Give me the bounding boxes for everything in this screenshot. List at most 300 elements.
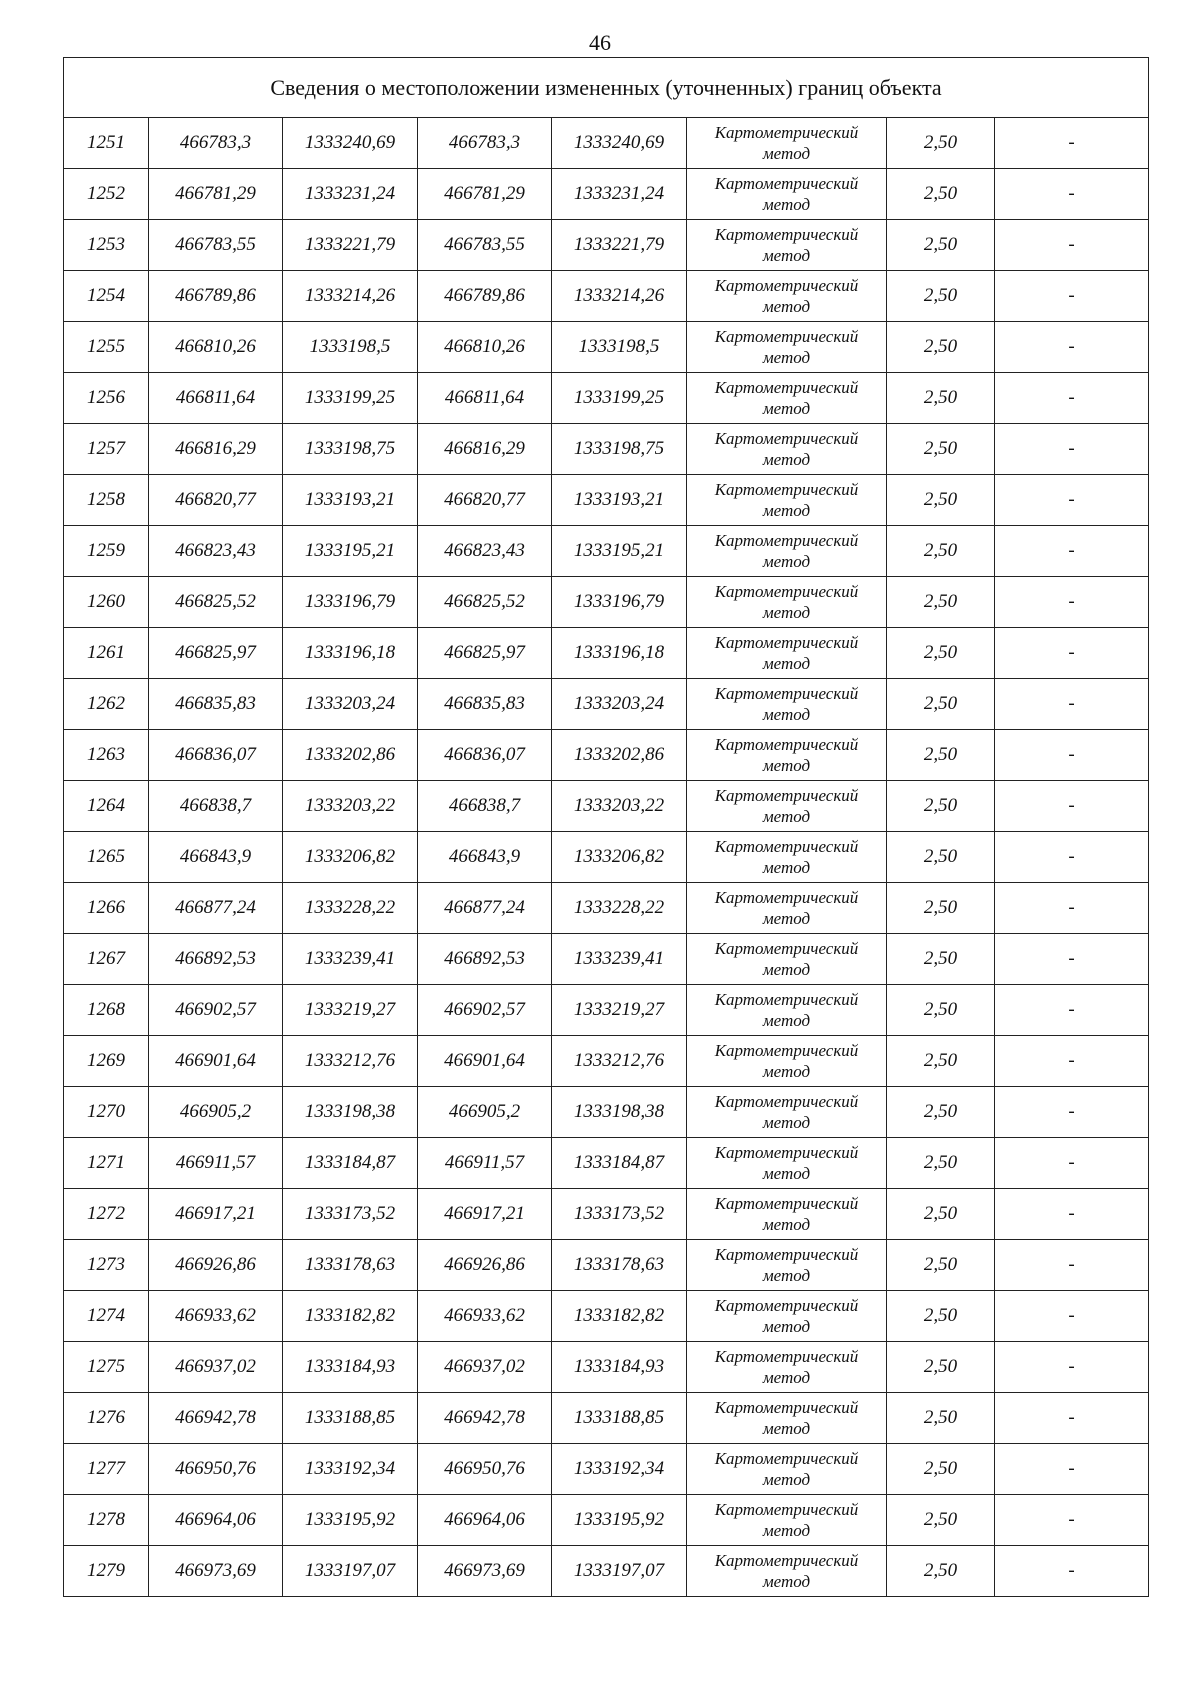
method-line-1: Картометрический: [714, 786, 859, 805]
note-cell: -: [995, 1444, 1149, 1495]
point-number-cell: 1268: [64, 985, 149, 1036]
table-row: [64, 781, 1149, 832]
method-line-1: Картометрический: [714, 1296, 859, 1315]
refined-y-cell: 1333173,52: [552, 1189, 687, 1240]
method-cell: [687, 1291, 887, 1342]
existing-x-cell: 466835,83: [149, 679, 283, 730]
table-row: [64, 373, 1149, 424]
method-line-1: Картометрический: [714, 684, 859, 703]
method-line-1: Картометрический: [714, 1092, 859, 1111]
refined-y-cell: 1333197,07: [552, 1546, 687, 1597]
refined-x-cell: 466823,43: [418, 526, 552, 577]
note-cell: -: [995, 781, 1149, 832]
method-line-2: метод: [762, 552, 811, 571]
existing-y-cell: 1333239,41: [283, 934, 418, 985]
refined-x-cell: 466783,3: [418, 118, 552, 169]
refined-x-cell: 466964,06: [418, 1495, 552, 1546]
existing-y-cell: 1333173,52: [283, 1189, 418, 1240]
point-number-cell: 1272: [64, 1189, 149, 1240]
refined-y-cell: 1333184,87: [552, 1138, 687, 1189]
note-cell: -: [995, 577, 1149, 628]
existing-y-cell: 1333240,69: [283, 118, 418, 169]
table-row: [64, 1087, 1149, 1138]
point-number-cell: 1279: [64, 1546, 149, 1597]
refined-y-cell: 1333178,63: [552, 1240, 687, 1291]
refined-y-cell: 1333212,76: [552, 1036, 687, 1087]
accuracy-cell: 2,50: [887, 1138, 995, 1189]
method-cell: [687, 985, 887, 1036]
note-cell: -: [995, 271, 1149, 322]
method-cell: [687, 475, 887, 526]
existing-y-cell: 1333202,86: [283, 730, 418, 781]
note-cell: -: [995, 424, 1149, 475]
table-row: [64, 577, 1149, 628]
existing-x-cell: 466825,52: [149, 577, 283, 628]
refined-x-cell: 466843,9: [418, 832, 552, 883]
existing-y-cell: 1333228,22: [283, 883, 418, 934]
existing-y-cell: 1333184,93: [283, 1342, 418, 1393]
method-line-1: Картометрический: [714, 123, 859, 142]
table-row: [64, 985, 1149, 1036]
refined-x-cell: 466901,64: [418, 1036, 552, 1087]
refined-y-cell: 1333193,21: [552, 475, 687, 526]
refined-x-cell: 466810,26: [418, 322, 552, 373]
method-line-1: Картометрический: [714, 1143, 859, 1162]
method-line-2: метод: [762, 1011, 811, 1030]
existing-x-cell: 466877,24: [149, 883, 283, 934]
point-number-cell: 1263: [64, 730, 149, 781]
method-line-2: метод: [762, 1470, 811, 1489]
accuracy-cell: 2,50: [887, 628, 995, 679]
refined-y-cell: 1333206,82: [552, 832, 687, 883]
accuracy-cell: 2,50: [887, 883, 995, 934]
note-cell: -: [995, 883, 1149, 934]
note-cell: -: [995, 169, 1149, 220]
existing-y-cell: 1333197,07: [283, 1546, 418, 1597]
point-number-cell: 1267: [64, 934, 149, 985]
method-line-2: метод: [762, 909, 811, 928]
existing-x-cell: 466836,07: [149, 730, 283, 781]
note-cell: -: [995, 679, 1149, 730]
accuracy-cell: 2,50: [887, 781, 995, 832]
existing-x-cell: 466973,69: [149, 1546, 283, 1597]
page-number: 46: [589, 30, 611, 55]
table-title: Сведения о местоположении измененных (уточненных) границ объекта: [64, 58, 1149, 118]
existing-x-cell: 466823,43: [149, 526, 283, 577]
method-line-2: метод: [762, 1317, 811, 1336]
method-cell: [687, 1087, 887, 1138]
table-row: [64, 628, 1149, 679]
table-row: [64, 220, 1149, 271]
method-cell: [687, 118, 887, 169]
method-line-2: метод: [762, 246, 811, 265]
accuracy-cell: 2,50: [887, 1393, 995, 1444]
table-row: [64, 424, 1149, 475]
table-row: [64, 1240, 1149, 1291]
accuracy-cell: 2,50: [887, 985, 995, 1036]
coordinates-table: [63, 57, 1149, 1597]
table-title-row: [64, 58, 1149, 118]
method-line-2: метод: [762, 1164, 811, 1183]
table-body: [64, 58, 1149, 1597]
note-cell: -: [995, 1240, 1149, 1291]
accuracy-cell: 2,50: [887, 118, 995, 169]
existing-y-cell: 1333221,79: [283, 220, 418, 271]
accuracy-cell: 2,50: [887, 1036, 995, 1087]
method-line-2: метод: [762, 501, 811, 520]
method-cell: [687, 1495, 887, 1546]
method-line-1: Картометрический: [714, 1041, 859, 1060]
method-line-1: Картометрический: [714, 174, 859, 193]
method-line-1: Картометрический: [714, 327, 859, 346]
method-line-1: Картометрический: [714, 378, 859, 397]
method-line-2: метод: [762, 705, 811, 724]
method-line-2: метод: [762, 1215, 811, 1234]
method-line-1: Картометрический: [714, 1551, 859, 1570]
point-number-cell: 1251: [64, 118, 149, 169]
refined-x-cell: 466877,24: [418, 883, 552, 934]
method-line-2: метод: [762, 399, 811, 418]
note-cell: -: [995, 1393, 1149, 1444]
method-line-1: Картометрический: [714, 429, 859, 448]
table-row: [64, 322, 1149, 373]
existing-y-cell: 1333214,26: [283, 271, 418, 322]
refined-x-cell: 466816,29: [418, 424, 552, 475]
existing-y-cell: 1333203,22: [283, 781, 418, 832]
method-cell: [687, 934, 887, 985]
refined-y-cell: 1333192,34: [552, 1444, 687, 1495]
refined-y-cell: 1333188,85: [552, 1393, 687, 1444]
accuracy-cell: 2,50: [887, 1546, 995, 1597]
table-row: [64, 1495, 1149, 1546]
point-number-cell: 1264: [64, 781, 149, 832]
table-row: [64, 1189, 1149, 1240]
accuracy-cell: 2,50: [887, 1291, 995, 1342]
method-cell: [687, 271, 887, 322]
existing-x-cell: 466964,06: [149, 1495, 283, 1546]
refined-x-cell: 466950,76: [418, 1444, 552, 1495]
method-line-2: метод: [762, 756, 811, 775]
method-cell: [687, 1189, 887, 1240]
method-line-2: метод: [762, 348, 811, 367]
method-line-1: Картометрический: [714, 888, 859, 907]
method-line-2: метод: [762, 1062, 811, 1081]
refined-x-cell: 466933,62: [418, 1291, 552, 1342]
point-number-cell: 1254: [64, 271, 149, 322]
accuracy-cell: 2,50: [887, 424, 995, 475]
note-cell: -: [995, 1087, 1149, 1138]
refined-y-cell: 1333203,24: [552, 679, 687, 730]
method-line-1: Картометрический: [714, 276, 859, 295]
existing-x-cell: 466789,86: [149, 271, 283, 322]
method-cell: [687, 169, 887, 220]
refined-y-cell: 1333203,22: [552, 781, 687, 832]
refined-x-cell: 466917,21: [418, 1189, 552, 1240]
existing-y-cell: 1333196,79: [283, 577, 418, 628]
method-line-1: Картометрический: [714, 1500, 859, 1519]
note-cell: -: [995, 1546, 1149, 1597]
table-row: [64, 730, 1149, 781]
accuracy-cell: 2,50: [887, 679, 995, 730]
method-line-1: Картометрический: [714, 1194, 859, 1213]
note-cell: -: [995, 526, 1149, 577]
method-line-2: метод: [762, 450, 811, 469]
note-cell: -: [995, 118, 1149, 169]
method-line-2: метод: [762, 1521, 811, 1540]
accuracy-cell: 2,50: [887, 1495, 995, 1546]
accuracy-cell: 2,50: [887, 1087, 995, 1138]
table-row: [64, 1138, 1149, 1189]
point-number-cell: 1270: [64, 1087, 149, 1138]
existing-x-cell: 466810,26: [149, 322, 283, 373]
point-number-cell: 1253: [64, 220, 149, 271]
accuracy-cell: 2,50: [887, 322, 995, 373]
method-line-1: Картометрический: [714, 480, 859, 499]
note-cell: -: [995, 1138, 1149, 1189]
method-cell: [687, 577, 887, 628]
refined-y-cell: 1333184,93: [552, 1342, 687, 1393]
method-line-1: Картометрический: [714, 837, 859, 856]
refined-y-cell: 1333198,5: [552, 322, 687, 373]
method-line-2: метод: [762, 807, 811, 826]
existing-y-cell: 1333198,38: [283, 1087, 418, 1138]
table-row: [64, 526, 1149, 577]
method-line-2: метод: [762, 858, 811, 877]
table-row: [64, 118, 1149, 169]
method-cell: [687, 1342, 887, 1393]
refined-x-cell: 466926,86: [418, 1240, 552, 1291]
existing-x-cell: 466811,64: [149, 373, 283, 424]
refined-y-cell: 1333228,22: [552, 883, 687, 934]
method-line-2: метод: [762, 603, 811, 622]
method-cell: [687, 1546, 887, 1597]
refined-x-cell: 466902,57: [418, 985, 552, 1036]
method-line-2: метод: [762, 1266, 811, 1285]
existing-y-cell: 1333206,82: [283, 832, 418, 883]
note-cell: -: [995, 730, 1149, 781]
existing-x-cell: 466901,64: [149, 1036, 283, 1087]
note-cell: -: [995, 475, 1149, 526]
existing-x-cell: 466911,57: [149, 1138, 283, 1189]
accuracy-cell: 2,50: [887, 1189, 995, 1240]
existing-x-cell: 466825,97: [149, 628, 283, 679]
method-line-2: метод: [762, 1419, 811, 1438]
method-cell: [687, 1240, 887, 1291]
table-row: [64, 883, 1149, 934]
point-number-cell: 1257: [64, 424, 149, 475]
refined-y-cell: 1333182,82: [552, 1291, 687, 1342]
refined-x-cell: 466973,69: [418, 1546, 552, 1597]
point-number-cell: 1259: [64, 526, 149, 577]
method-line-2: метод: [762, 144, 811, 163]
method-line-2: метод: [762, 654, 811, 673]
refined-x-cell: 466781,29: [418, 169, 552, 220]
method-line-2: метод: [762, 960, 811, 979]
method-line-1: Картометрический: [714, 582, 859, 601]
accuracy-cell: 2,50: [887, 1240, 995, 1291]
method-cell: [687, 322, 887, 373]
refined-x-cell: 466783,55: [418, 220, 552, 271]
method-line-2: метод: [762, 1572, 811, 1591]
note-cell: -: [995, 220, 1149, 271]
method-line-2: метод: [762, 297, 811, 316]
point-number-cell: 1256: [64, 373, 149, 424]
table-row: [64, 679, 1149, 730]
note-cell: -: [995, 322, 1149, 373]
table-row: [64, 1291, 1149, 1342]
point-number-cell: 1265: [64, 832, 149, 883]
method-cell: [687, 424, 887, 475]
refined-x-cell: 466811,64: [418, 373, 552, 424]
existing-x-cell: 466942,78: [149, 1393, 283, 1444]
method-cell: [687, 1138, 887, 1189]
existing-x-cell: 466933,62: [149, 1291, 283, 1342]
table-row: [64, 1342, 1149, 1393]
accuracy-cell: 2,50: [887, 526, 995, 577]
point-number-cell: 1278: [64, 1495, 149, 1546]
refined-y-cell: 1333239,41: [552, 934, 687, 985]
existing-x-cell: 466781,29: [149, 169, 283, 220]
existing-x-cell: 466892,53: [149, 934, 283, 985]
existing-x-cell: 466783,55: [149, 220, 283, 271]
method-line-1: Картометрический: [714, 1245, 859, 1264]
existing-y-cell: 1333195,92: [283, 1495, 418, 1546]
refined-x-cell: 466911,57: [418, 1138, 552, 1189]
note-cell: -: [995, 1495, 1149, 1546]
existing-y-cell: 1333212,76: [283, 1036, 418, 1087]
existing-y-cell: 1333203,24: [283, 679, 418, 730]
accuracy-cell: 2,50: [887, 475, 995, 526]
accuracy-cell: 2,50: [887, 934, 995, 985]
table-row: [64, 1393, 1149, 1444]
method-cell: [687, 220, 887, 271]
table-row: [64, 1546, 1149, 1597]
method-line-1: Картометрический: [714, 1398, 859, 1417]
point-number-cell: 1261: [64, 628, 149, 679]
method-line-1: Картометрический: [714, 225, 859, 244]
method-line-1: Картометрический: [714, 939, 859, 958]
table-row: [64, 934, 1149, 985]
table-row: [64, 475, 1149, 526]
refined-y-cell: 1333214,26: [552, 271, 687, 322]
note-cell: -: [995, 373, 1149, 424]
accuracy-cell: 2,50: [887, 730, 995, 781]
note-cell: -: [995, 832, 1149, 883]
refined-x-cell: 466825,52: [418, 577, 552, 628]
refined-x-cell: 466836,07: [418, 730, 552, 781]
existing-x-cell: 466905,2: [149, 1087, 283, 1138]
method-line-1: Картометрический: [714, 990, 859, 1009]
existing-y-cell: 1333195,21: [283, 526, 418, 577]
method-line-1: Картометрический: [714, 1347, 859, 1366]
existing-x-cell: 466950,76: [149, 1444, 283, 1495]
method-cell: [687, 628, 887, 679]
method-line-2: метод: [762, 195, 811, 214]
existing-y-cell: 1333178,63: [283, 1240, 418, 1291]
existing-y-cell: 1333192,34: [283, 1444, 418, 1495]
existing-x-cell: 466917,21: [149, 1189, 283, 1240]
point-number-cell: 1262: [64, 679, 149, 730]
accuracy-cell: 2,50: [887, 220, 995, 271]
existing-x-cell: 466820,77: [149, 475, 283, 526]
refined-y-cell: 1333198,75: [552, 424, 687, 475]
method-cell: [687, 679, 887, 730]
method-cell: [687, 1036, 887, 1087]
accuracy-cell: 2,50: [887, 1444, 995, 1495]
existing-x-cell: 466816,29: [149, 424, 283, 475]
method-cell: [687, 781, 887, 832]
method-cell: [687, 1444, 887, 1495]
refined-y-cell: 1333198,38: [552, 1087, 687, 1138]
existing-y-cell: 1333199,25: [283, 373, 418, 424]
refined-y-cell: 1333195,21: [552, 526, 687, 577]
method-line-1: Картометрический: [714, 1449, 859, 1468]
point-number-cell: 1273: [64, 1240, 149, 1291]
note-cell: -: [995, 628, 1149, 679]
note-cell: -: [995, 985, 1149, 1036]
existing-y-cell: 1333182,82: [283, 1291, 418, 1342]
method-line-2: метод: [762, 1113, 811, 1132]
refined-x-cell: 466942,78: [418, 1393, 552, 1444]
note-cell: -: [995, 1342, 1149, 1393]
point-number-cell: 1274: [64, 1291, 149, 1342]
note-cell: -: [995, 1189, 1149, 1240]
note-cell: -: [995, 1036, 1149, 1087]
refined-x-cell: 466825,97: [418, 628, 552, 679]
accuracy-cell: 2,50: [887, 1342, 995, 1393]
table-row: [64, 1036, 1149, 1087]
existing-y-cell: 1333188,85: [283, 1393, 418, 1444]
refined-x-cell: 466789,86: [418, 271, 552, 322]
refined-y-cell: 1333196,18: [552, 628, 687, 679]
existing-x-cell: 466783,3: [149, 118, 283, 169]
method-cell: [687, 730, 887, 781]
accuracy-cell: 2,50: [887, 832, 995, 883]
refined-x-cell: 466892,53: [418, 934, 552, 985]
table-row: [64, 832, 1149, 883]
point-number-cell: 1277: [64, 1444, 149, 1495]
point-number-cell: 1252: [64, 169, 149, 220]
refined-x-cell: 466905,2: [418, 1087, 552, 1138]
accuracy-cell: 2,50: [887, 577, 995, 628]
method-line-1: Картометрический: [714, 633, 859, 652]
table-row: [64, 271, 1149, 322]
existing-y-cell: 1333184,87: [283, 1138, 418, 1189]
method-cell: [687, 373, 887, 424]
existing-x-cell: 466838,7: [149, 781, 283, 832]
existing-x-cell: 466902,57: [149, 985, 283, 1036]
refined-y-cell: 1333221,79: [552, 220, 687, 271]
refined-x-cell: 466838,7: [418, 781, 552, 832]
point-number-cell: 1271: [64, 1138, 149, 1189]
note-cell: -: [995, 1291, 1149, 1342]
refined-y-cell: 1333195,92: [552, 1495, 687, 1546]
existing-y-cell: 1333198,5: [283, 322, 418, 373]
method-line-1: Картометрический: [714, 531, 859, 550]
point-number-cell: 1275: [64, 1342, 149, 1393]
existing-y-cell: 1333231,24: [283, 169, 418, 220]
refined-y-cell: 1333240,69: [552, 118, 687, 169]
existing-x-cell: 466843,9: [149, 832, 283, 883]
accuracy-cell: 2,50: [887, 373, 995, 424]
existing-y-cell: 1333193,21: [283, 475, 418, 526]
refined-x-cell: 466835,83: [418, 679, 552, 730]
refined-y-cell: 1333202,86: [552, 730, 687, 781]
refined-x-cell: 466937,02: [418, 1342, 552, 1393]
existing-x-cell: 466937,02: [149, 1342, 283, 1393]
accuracy-cell: 2,50: [887, 169, 995, 220]
table-row: [64, 1444, 1149, 1495]
